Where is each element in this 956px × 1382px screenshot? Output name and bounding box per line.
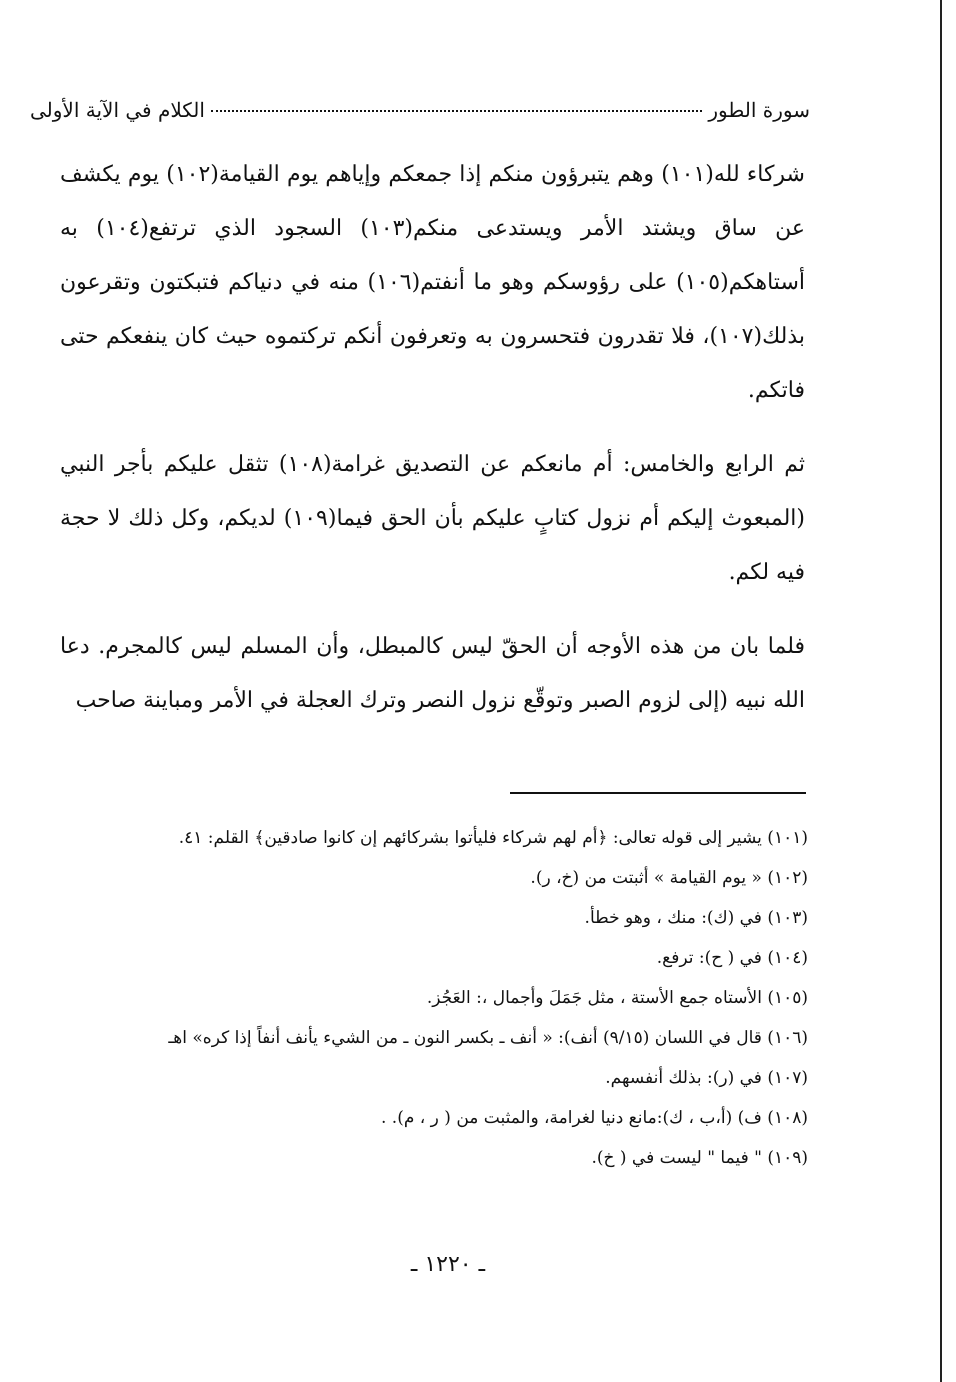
footnote: (١٠٢) « يوم القيامة » أثبتت من (خ، ر).	[530, 868, 808, 888]
footnote: (١٠٤) في ( ح): ترفع.	[656, 948, 808, 968]
header-surah: سورة الطور	[708, 98, 810, 122]
paragraph: فلما بان من هذه الأوجه أن الحقّ ليس كالمبطل، وأن المسلم ليس كالمجرم. دعا الله نبيه (إلى لزوم الصبر وتوقّع نزول النصر وترك العجلة في الأمر ومباينة صاحب	[60, 634, 805, 713]
paragraph: ثم الرابع والخامس: أم مانعكم عن التصديق غرامة(١٠٨) تثقل عليكم بأجر النبي (المبعوث إليكم أم نزول كتابٍ عليكم بأن الحق فيما(١٠٩) لديكم، وكل ذلك لا حجة فيه لكم.	[60, 452, 805, 585]
main-text	[60, 148, 805, 748]
paragraph: شركاء لله(١٠١) وهم يتبرؤون منكم إذا جمعكم وإياهم يوم القيامة(١٠٢) يوم يكشف عن ساق ويشتد الأمر ويستدعى منكم(١٠٣) السجود الذي ترتفع(١٠٤) به أستاهكم(١٠٥) على رؤوسكم وهو ما أنفتم(١٠٦) منه في دنياكم فتبكتون وتقرعون بذلك(١٠٧)، فلا تقدرون فتحسرون به وتعرفون أنكم تركتموه حيث كان ينفعكم حتى فاتكم.	[60, 162, 805, 403]
footnote: (١٠٥) الأستاه جمع الأستة ، مثل جَمَلَ وأجمال ،: العَجُز.	[426, 988, 808, 1008]
header-topic: الكلام في الآية الأولى	[30, 98, 205, 122]
footnote: (١٠٧) في (ر): بذلك أنفسهم.	[605, 1068, 808, 1088]
footnotes	[60, 818, 808, 1178]
footnote: (١٠٦) قال في اللسان (٩/١٥) أنف): « أنف ـ بكسر النون ـ من الشيء يأنف أنفاً إذا كره» اهـ	[168, 1028, 808, 1048]
footnote: (١٠١) يشير إلى قوله تعالى: ﴿أم لهم شركاء فليأتوا بشركائهم إن كانوا صادقين﴾ القلم: ٤١.	[178, 828, 808, 848]
footnote: (١٠٣) في (ك): منك ، وهو خطأ.	[584, 908, 808, 928]
page-number: ـ ١٢٢٠ ـ	[410, 1252, 486, 1277]
footnote: (١٠٨) ف) (أ،ب ، ك):مانع دنيا لغرامة، والمثبت من ( ر ، م). .	[381, 1108, 808, 1128]
footnote: (١٠٩) " فيما " ليست في ( خ).	[591, 1148, 808, 1168]
running-header	[30, 98, 810, 128]
footnote-separator	[510, 792, 806, 794]
header-dot-leader	[211, 110, 702, 112]
scan-edge-line	[940, 0, 942, 1382]
